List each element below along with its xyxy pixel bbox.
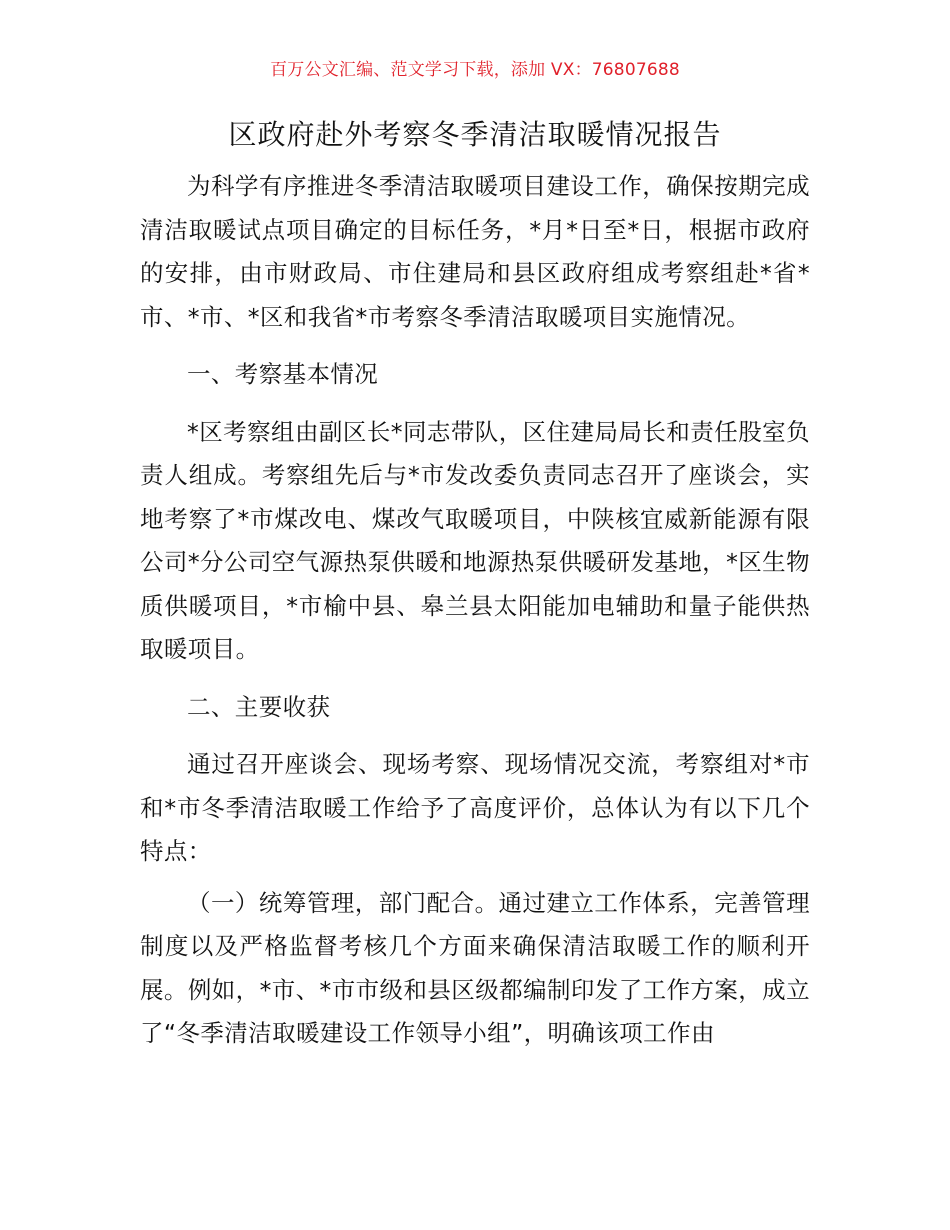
section-2-paragraph: 通过召开座谈会、现场考察、现场情况交流，考察组对*市和*市冬季清洁取暖工作给予了高度评价，总体认为有以下几个特点： — [140, 750, 810, 865]
section-heading-2: 二、主要收获 — [187, 692, 331, 721]
intro-paragraph: 为科学有序推进冬季清洁取暖项目建设工作，确保按期完成清洁取暖试点项目确定的目标任务，*月*日至*日，根据市政府的安排，由市财政局、市住建局和县区政府组成考察组赴*省*市、*市、*区和我省*市考察冬季清洁取暖项目实施情况。 — [140, 172, 810, 331]
document-body — [140, 165, 810, 1056]
section-1-paragraph: *区考察组由副区长*同志带队，区住建局局长和责任股室负责人组成。考察组先后与*市发改委负责同志召开了座谈会，实地考察了*市煤改电、煤改气取暖项目，中陕核宜威新能源有限公司*分公司空气源热泵供暖和地源热泵供暖研发基地，*区生物质供暖项目，*市榆中县、皋兰县太阳能加电辅助和量子能供热取暖项目。 — [140, 417, 810, 663]
watermark-banner: 百万公文汇编、范文学习下载，添加 VX：76807688 — [270, 60, 680, 80]
section-heading-1: 一、考察基本情况 — [187, 360, 379, 388]
subsection-1-paragraph: （一）统筹管理，部门配合。通过建立工作体系，完善管理制度以及严格监督考核几个方面来确保清洁取暖工作的顺利开展。例如，*市、*市市级和县区级都编制印发了工作方案，成立了“冬季清洁取暖建设工作领导小组”，明确该项工作由 — [140, 888, 810, 1047]
document-title: 区政府赴外考察冬季清洁取暖情况报告 — [228, 118, 722, 151]
